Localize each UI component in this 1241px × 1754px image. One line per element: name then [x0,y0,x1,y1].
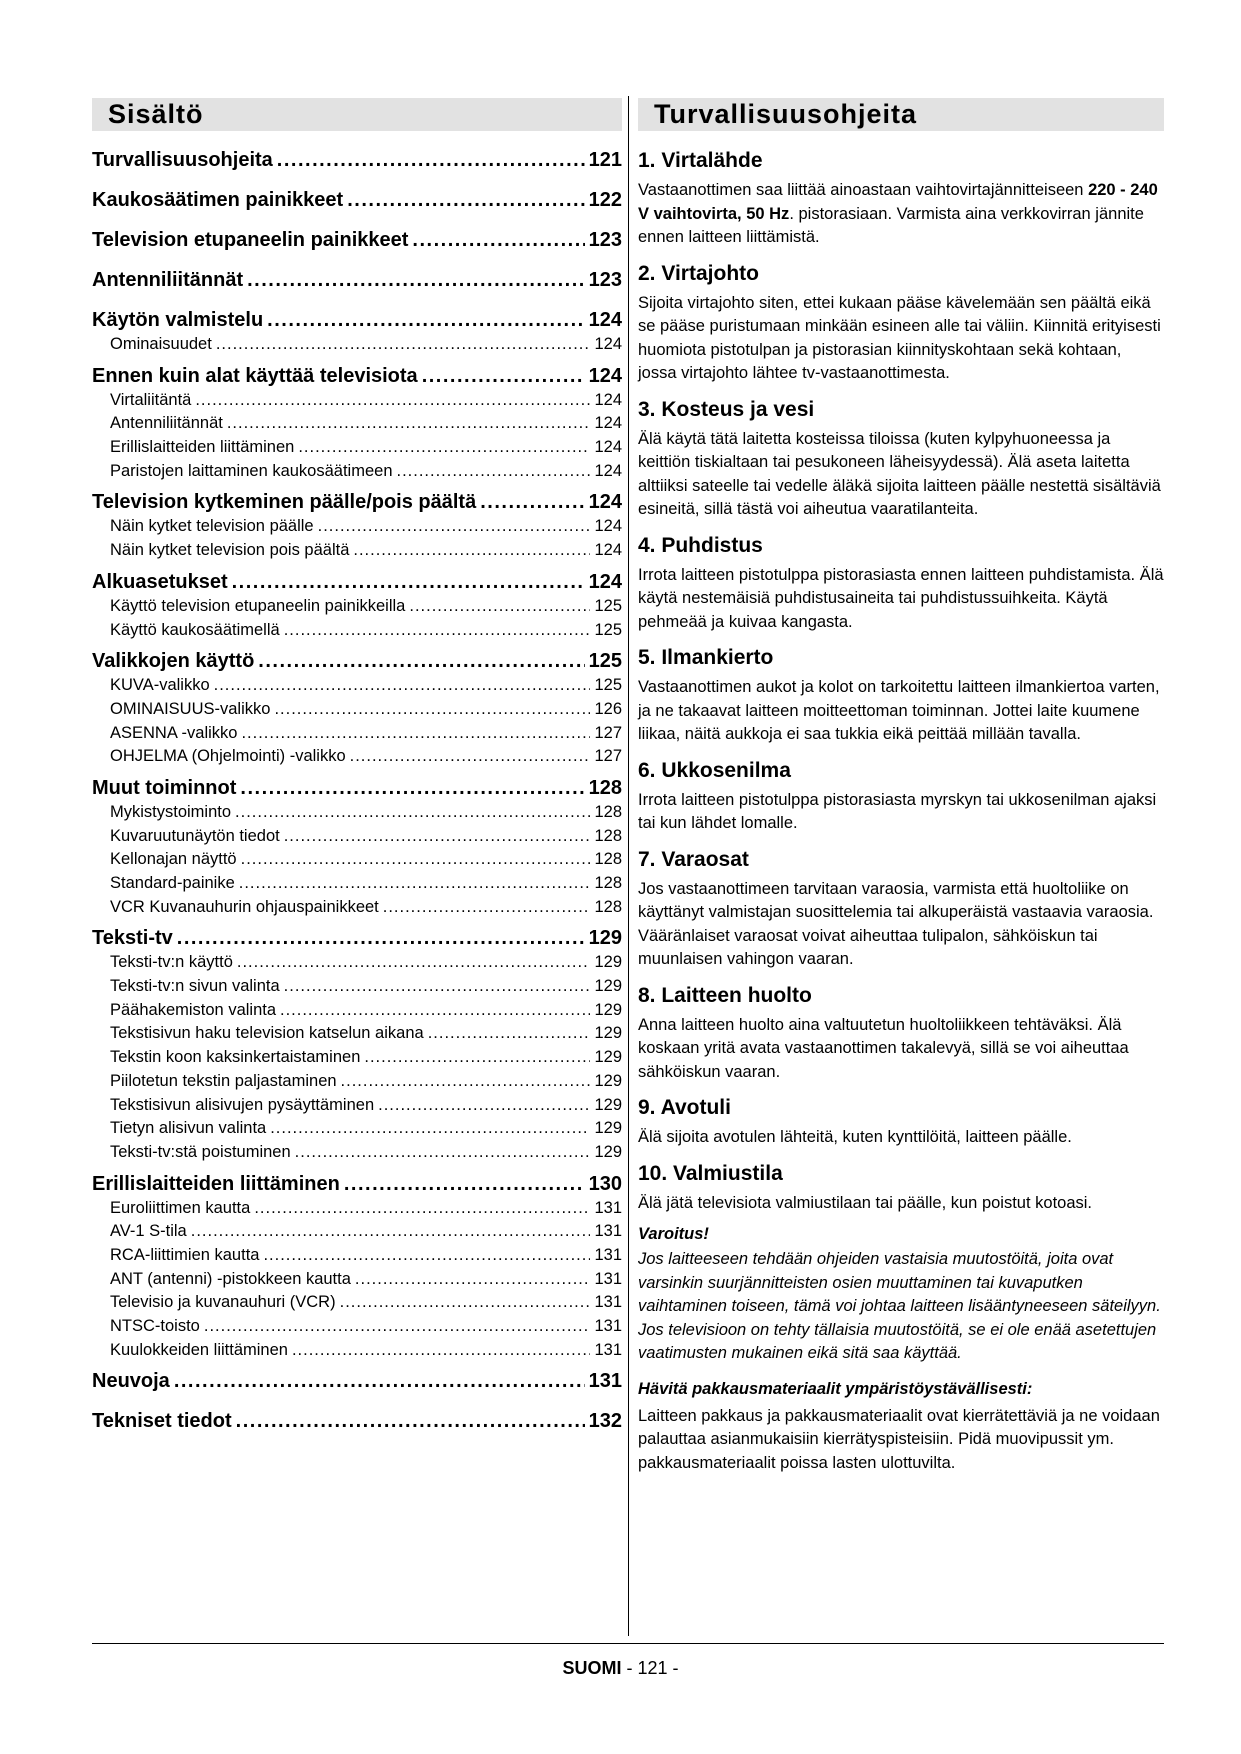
toc-leader-dots [241,848,591,872]
toc-entry-title: AV-1 S-tila [110,1222,187,1241]
toc-entry-page: 131 [594,1340,622,1359]
toc-entry-page: 124 [594,335,622,353]
toc-entry [92,1368,622,1394]
toc-entry-page: 124 [588,364,622,387]
section-body: Irrota laitteen pistotulppa pistorasiasta ennen laitteen puhdistamista. Älä käytä nestemäisiä puhdistusaineita tai puhdistussuihkeita. Käytä pehmeää ja kuivaa kangasta. [638,565,1164,631]
toc-leader-dots [295,1141,591,1165]
toc-entry-page: 129 [594,1000,622,1019]
toc-entry-title: Television kytkeminen päälle/pois päältä [92,491,477,514]
voltage-spec: 220 - 240 V vaihtovirta, 50 Hz [638,181,1158,223]
toc-entry-title: Euroliittimen kautta [110,1198,251,1217]
toc-entry-page: 126 [594,699,622,718]
toc-entry-page: 127 [594,723,622,742]
toc-entry [92,1268,622,1292]
toc-entry [92,1141,622,1165]
toc-entry [92,1339,622,1363]
toc-entry-page: 131 [594,1293,622,1312]
toc-entry-title: Televisio ja kuvanauhuri (VCR) [110,1293,336,1312]
toc-entry [92,619,622,643]
toc-entry-page: 124 [588,309,622,331]
toc-entry-title: Standard-painike [110,874,235,892]
toc-entry-title: Käyttö kaukosäätimellä [110,620,280,639]
toc-entry-page: 123 [588,229,622,251]
toc-entry [92,775,622,801]
section-body-text: . pistorasiaan. Varmista aina verkkovirran jännite ennen laitteen liittämistä. [638,204,1144,246]
page-footer [0,1658,1241,1679]
section-body: Vastaanottimen aukot ja kolot on tarkoitettu laitteen ilmankiertoa varten, ja ne takaavat laitteen moitteettoman toiminnan. Jottei laite kuumene liikaa, näitä aukkoja ei saa tukkia eikä peittää millään tavalla. [638,678,1160,743]
toc-entry-page: 129 [594,1119,622,1138]
safety-title: Turvallisuusohjeita [638,98,1164,131]
toc-entry [92,569,622,595]
toc-entry [92,307,622,333]
toc-entry-title: Ominaisuudet [110,335,212,353]
toc-entry-page: 123 [588,269,622,291]
toc-entry-page: 124 [588,491,622,514]
toc-entry [92,1315,622,1339]
toc-entry-title: Antenniliitännät [92,269,244,291]
toc-entry-page: 128 [594,850,622,869]
toc-leader-dots [284,619,591,643]
section-heading: 5. Ilmankierto [638,646,774,669]
toc-leader-dots [428,1022,591,1046]
toc-leader-dots [277,147,585,173]
toc-leader-dots [383,896,591,920]
toc-entry-page: 129 [594,1095,622,1114]
toc-entry [92,412,622,436]
section-body: Älä käytä tätä laitetta kosteissa tiloissa (kuten kylpyhuoneessa ja keittiön tiskialtaan tai pesukoneen läheisyydessä). Älä aseta laitetta alttiiksi sateelle tai vedelle äläkä sijoita laitteen päälle nestettä sisältäviä esineitä, sillä tästä voi aiheutua vaaratilanteita. [638,429,1161,518]
toc-entry [92,674,622,698]
toc-leader-dots [274,698,590,722]
packaging-block [638,1380,1164,1476]
toc-leader-dots [240,775,584,801]
toc-entry-title: Kuulokkeiden liittäminen [110,1340,288,1359]
toc-leader-dots [353,539,590,563]
toc-entry [92,1197,622,1221]
section-body: Anna laitteen huolto aina valtuutetun huoltoliikkeen tehtäväksi. Älä koskaan yritä avata vastaanottimen takalevyä, sillä se voi aiheuttaa sähköiskun vaaran. [638,1015,1129,1081]
toc-entry-page: 125 [594,596,622,615]
toc-entry-page: 129 [594,977,622,996]
toc-entry-title: Paristojen laittaminen kaukosäätimeen [110,461,393,480]
toc-entry [92,1117,622,1141]
toc-entry-title: Teksti-tv:n käyttö [110,953,233,972]
toc-entry-title: RCA-liittimien kautta [110,1245,260,1264]
toc-entry-title: Television etupaneelin painikkeet [92,229,409,251]
toc-entry-title: VCR Kuvanauhurin ohjauspainikkeet [110,897,379,916]
section-cleaning [638,534,1164,635]
toc-entry-page: 131 [594,1198,622,1217]
toc-leader-dots [267,307,584,333]
toc-entry-page: 130 [588,1172,622,1195]
toc-entry-title: Näin kytket television päälle [110,517,314,536]
section-body-text: Vastaanottimen saa liittää ainoastaan vaihtovirtajännitteiseen [638,181,1089,199]
section-open-flame [638,1096,1164,1150]
toc-entry-page: 131 [588,1370,622,1393]
section-standby [638,1162,1164,1216]
toc-entry [92,539,622,563]
toc-entry-page: 128 [594,826,622,845]
toc-entry-page: 124 [594,438,622,457]
toc-entry [92,1094,622,1118]
toc-entry-page: 124 [594,461,622,480]
toc-entry-title: OMINAISUUS-valikko [110,699,271,718]
toc-entry [92,1070,622,1094]
toc-entry [92,825,622,849]
toc-leader-dots [263,1244,590,1268]
toc-entry-page: 128 [588,776,622,799]
toc-leader-dots [239,872,591,896]
toc-entry-page: 124 [594,390,622,409]
toc-leader-dots [174,1368,585,1394]
toc-entry-page: 124 [594,541,622,560]
toc-entry-title: Teksti-tv [92,927,173,950]
toc-entry [92,1171,622,1197]
toc-entry-page: 128 [594,802,622,821]
section-body [638,179,1164,250]
toc-leader-dots [409,595,590,619]
section-power-source [638,149,1164,250]
toc-entry-page: 129 [594,1071,622,1090]
toc-leader-dots [412,227,584,253]
toc-entry-title: Ennen kuin alat käyttää televisiota [92,364,418,387]
toc-entry [92,515,622,539]
toc-entry-title: ASENNA -valikko [110,723,238,742]
toc-leader-dots [284,825,591,849]
toc-entry-title: Mykistystoiminto [110,802,232,821]
toc-entry-page: 131 [594,1269,622,1288]
packaging-body: Laitteen pakkaus ja pakkausmateriaalit ovat kierrätettäviä ja ne voidaan palauttaa asianmukaisiin kierrätyspisteisiin. Pidä muovipussit ym. pakkausmateriaalit poissa lasten ulottuvilta. [638,1406,1160,1472]
toc-entry [92,1022,622,1046]
section-ventilation [638,646,1164,747]
toc-entry-title: Antenniliitännät [110,414,223,433]
toc-entry-title: Piilotetun tekstin paljastaminen [110,1071,337,1090]
toc-leader-dots [480,489,584,515]
toc-entry [92,1046,622,1070]
toc-leader-dots [292,1339,591,1363]
toc-entry-title: KUVA-valikko [110,676,210,695]
toc-entry-title: NTSC-toisto [110,1317,200,1335]
toc-entry [92,389,622,413]
toc-entry-title: Turvallisuusohjeita [92,149,273,171]
section-heading: 1. Virtalähde [638,149,763,172]
toc-entry-title: Erillislaitteiden liittäminen [92,1172,340,1195]
section-heading: 2. Virtajohto [638,261,759,285]
warning-title: Varoitus! [638,1225,709,1243]
toc-entry-title: Muut toiminnot [92,776,237,799]
toc-leader-dots [422,363,585,389]
toc-entry-page: 122 [588,189,622,211]
section-body: Älä sijoita avotulen lähteitä, kuten kynttilöitä, laitteen päälle. [638,1128,1072,1146]
toc-entry-title: Erillislaitteiden liittäminen [110,438,295,457]
section-heading: 10. Valmiustila [638,1161,783,1185]
safety-column [638,98,1164,1475]
toc-entry-page: 129 [594,1142,622,1161]
toc-entry-title: OHJELMA (Ohjelmointi) -valikko [110,747,346,766]
toc-entry-page: 125 [594,676,622,695]
toc-entry-page: 131 [594,1245,622,1264]
section-service [638,984,1164,1085]
toc-leader-dots [214,674,591,698]
toc-leader-dots [232,569,585,595]
section-heading: 6. Ukkosenilma [638,758,791,782]
toc-entry [92,227,622,253]
toc-entry-page: 132 [588,1410,622,1433]
toc-entry-page: 128 [594,897,622,916]
toc-entry [92,1408,622,1434]
toc-entry-page: 124 [588,570,622,593]
toc-entry-page: 129 [594,1024,622,1043]
toc-entry [92,896,622,920]
toc-entry-page: 129 [588,927,622,950]
toc-leader-dots [270,1117,590,1141]
toc-entry [92,745,622,769]
section-heading: 4. Puhdistus [638,533,763,557]
toc-entry [92,1291,622,1315]
toc-leader-dots [235,801,590,825]
warning-body: Jos laitteeseen tehdään ohjeiden vastaisia muutostöitä, joita ovat varsinkin suurjännitteisten osien muuttaminen tai kuvaputken vaihtaminen toiseen, tämä voi johtaa laitteen lisääntyneeseen säteilyyn. Jos televisioon on tehty tällaisia muutostöitä, se ei ole enää asetettujen vaatimusten mukainen eikä sitä saa käyttää. [638,1250,1161,1362]
toc-entry-page: 129 [594,1048,622,1067]
section-heading: 7. Varaosat [638,847,749,871]
toc-leader-dots [318,515,591,539]
toc-entry [92,595,622,619]
toc-leader-dots [195,389,590,413]
section-lightning [638,759,1164,836]
toc-entry-page: 124 [594,517,622,536]
toc-leader-dots [364,1046,590,1070]
toc-leader-dots [355,1268,591,1292]
contents-column [92,98,622,1434]
toc-entry-page: 121 [588,149,622,171]
section-spare-parts [638,848,1164,972]
toc-entry-title: Käyttö television etupaneelin painikkeilla [110,596,406,615]
toc-leader-dots [347,187,584,213]
toc-entry-title: Kuvaruutunäytön tiedot [110,826,280,845]
toc-entry-title: Neuvoja [92,1370,170,1393]
toc-leader-dots [258,648,584,674]
toc-entry-title: Tietyn alisivun valinta [110,1119,267,1138]
toc-leader-dots [241,722,590,746]
toc-entry [92,848,622,872]
toc-entry-title: Kellonajan näyttö [110,850,237,869]
section-body: Irrota laitteen pistotulppa pistorasiasta myrskyn tai ukkosenilman ajaksi tai kun lähdet lomalle. [638,790,1157,832]
toc-entry-page: 125 [588,650,622,673]
footer-page-number: - 121 - [621,1658,679,1678]
section-body: Älä jätä televisiota valmiustilaan tai päälle, kun poistut kotoasi. [638,1193,1092,1212]
table-of-contents [92,147,622,1434]
toc-entry-title: Käytön valmistelu [92,309,264,331]
toc-leader-dots [177,925,585,951]
section-heading: 8. Laitteen huolto [638,983,812,1007]
toc-entry [92,698,622,722]
section-power-cord [638,262,1164,386]
section-heading: 9. Avotuli [638,1096,731,1119]
toc-entry [92,951,622,975]
toc-leader-dots [204,1315,591,1339]
toc-leader-dots [298,436,590,460]
toc-entry [92,489,622,515]
toc-entry [92,333,622,357]
toc-leader-dots [340,1291,591,1315]
footer-rule [92,1643,1164,1644]
toc-leader-dots [280,999,590,1023]
toc-entry [92,460,622,484]
toc-entry-title: Kaukosäätimen painikkeet [92,189,344,211]
toc-entry [92,975,622,999]
toc-entry-title: Virtaliitäntä [110,390,192,409]
toc-entry [92,187,622,213]
column-divider [628,96,629,1636]
toc-leader-dots [254,1197,590,1221]
toc-leader-dots [350,745,591,769]
toc-leader-dots [227,412,591,436]
section-moisture [638,398,1164,522]
toc-entry [92,1220,622,1244]
toc-entry-title: Teksti-tv:n sivun valinta [110,977,280,996]
toc-entry-page: 125 [594,620,622,639]
contents-title: Sisältö [92,98,622,131]
toc-entry-title: ANT (antenni) -pistokkeen kautta [110,1269,351,1288]
section-body: Jos vastaanottimeen tarvitaan varaosia, varmista että huoltoliike on käyttänyt valmistajan suosittelemia tai alkuperäistä vastaavia varaosia. Vääränlaiset varaosat voivat aiheuttaa tulipalon, sähköiskun tai muunlaisen vahingon vaaran. [638,879,1154,968]
toc-entry [92,1244,622,1268]
toc-entry-page: 127 [594,747,622,766]
packaging-title: Hävitä pakkausmateriaalit ympäristöystävällisesti: [638,1379,1033,1398]
toc-entry [92,147,622,173]
section-heading: 3. Kosteus ja vesi [638,397,815,421]
toc-entry-title: Tekstin koon kaksinkertaistaminen [110,1048,361,1067]
toc-entry-title: Päähakemiston valinta [110,1000,277,1019]
toc-leader-dots [216,333,591,357]
toc-leader-dots [236,1408,585,1434]
toc-entry [92,648,622,674]
toc-entry [92,999,622,1023]
toc-leader-dots [191,1220,591,1244]
toc-leader-dots [378,1094,590,1118]
toc-entry-title: Tekstisivun alisivujen pysäyttäminen [110,1095,375,1114]
toc-entry-title: Tekstisivun haku television katselun aikana [110,1024,424,1043]
footer-language: SUOMI [562,1658,622,1678]
toc-entry [92,925,622,951]
toc-leader-dots [237,951,591,975]
toc-entry-title: Alkuasetukset [92,570,228,593]
toc-entry [92,801,622,825]
toc-entry [92,872,622,896]
toc-entry [92,436,622,460]
toc-entry-page: 129 [594,953,622,972]
toc-entry [92,722,622,746]
toc-leader-dots [247,267,585,293]
toc-entry-page: 128 [594,874,622,892]
toc-leader-dots [284,975,591,999]
toc-leader-dots [344,1171,585,1197]
toc-entry-page: 131 [594,1222,622,1241]
toc-entry-title: Valikkojen käyttö [92,650,255,673]
toc-entry [92,363,622,389]
toc-entry-page: 131 [594,1317,622,1335]
section-body: Sijoita virtajohto siten, ettei kukaan pääse kävelemään sen päältä eikä se pääse puristumaan minkään esineen alle tai väliin. Kiinnitä erityisesti huomiota pistotulpan ja pistorasian kiinnityskohtaan sekä kohtaan, jossa virtajohto lähtee tv-vastaanottimesta. [638,293,1161,382]
toc-entry-page: 124 [594,414,622,433]
toc-entry [92,267,622,293]
toc-entry-title: Teksti-tv:stä poistuminen [110,1142,291,1161]
warning-block [638,1225,1164,1366]
toc-entry-title: Näin kytket television pois päältä [110,541,350,560]
toc-leader-dots [341,1070,591,1094]
toc-leader-dots [397,460,591,484]
toc-entry-title: Tekniset tiedot [92,1410,232,1433]
